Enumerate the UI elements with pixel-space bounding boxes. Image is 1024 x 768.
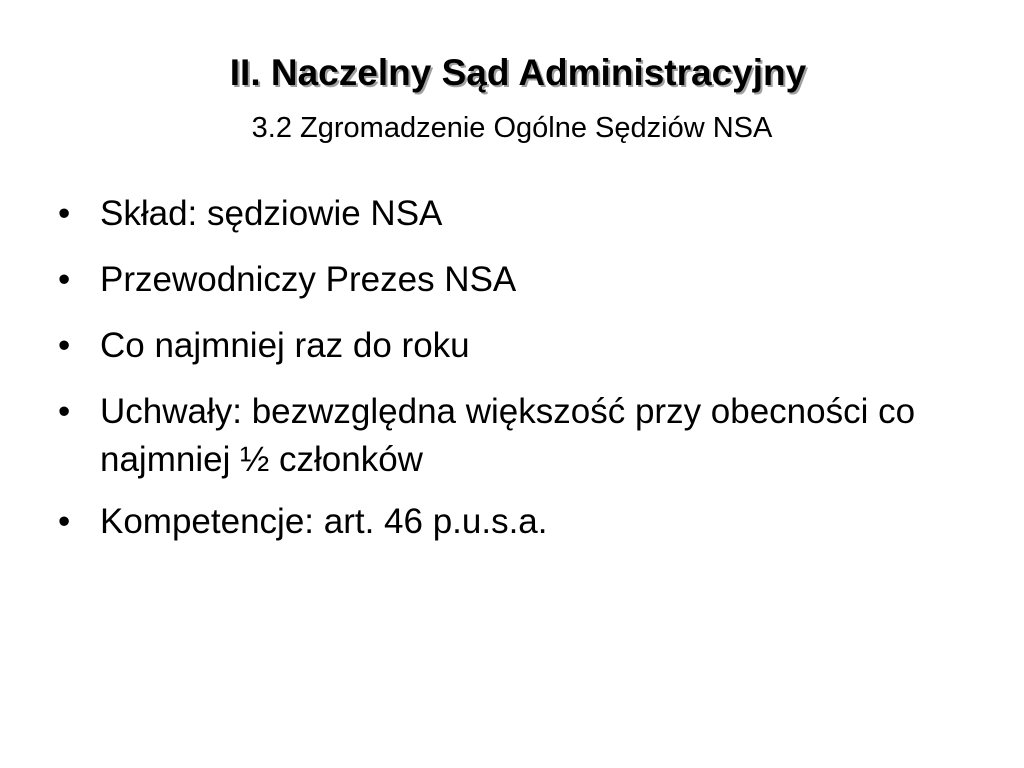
bullet-text: Kompetencje: art. 46 p.u.s.a. — [100, 502, 548, 541]
bullet-text: Co najmniej raz do roku — [100, 326, 470, 365]
bullet-item — [56, 256, 956, 304]
bullet-dot-icon: • — [58, 326, 71, 365]
bullet-item — [56, 498, 956, 546]
bullet-dot-icon: • — [58, 392, 71, 431]
bullet-dot-icon: • — [58, 502, 71, 541]
slide-subtitle: 3.2 Zgromadzenie Ogólne Sędziów NSA — [251, 112, 773, 144]
bullet-text: Skład: sędziowie NSA — [100, 194, 443, 233]
slide-title: II. Naczelny Sąd Administracyjny — [229, 52, 807, 93]
bullet-item — [56, 190, 956, 238]
bullet-dot-icon: • — [58, 194, 71, 233]
title-block — [0, 50, 1024, 96]
bullet-list — [56, 190, 956, 564]
bullet-dot-icon: • — [58, 260, 71, 299]
bullet-item — [56, 322, 956, 370]
bullet-text: Przewodniczy Prezes NSA — [100, 260, 517, 299]
bullet-text: Uchwały: bezwzględna większość przy obecności co najmniej ½ członków — [100, 392, 916, 479]
bullet-item — [56, 388, 956, 484]
